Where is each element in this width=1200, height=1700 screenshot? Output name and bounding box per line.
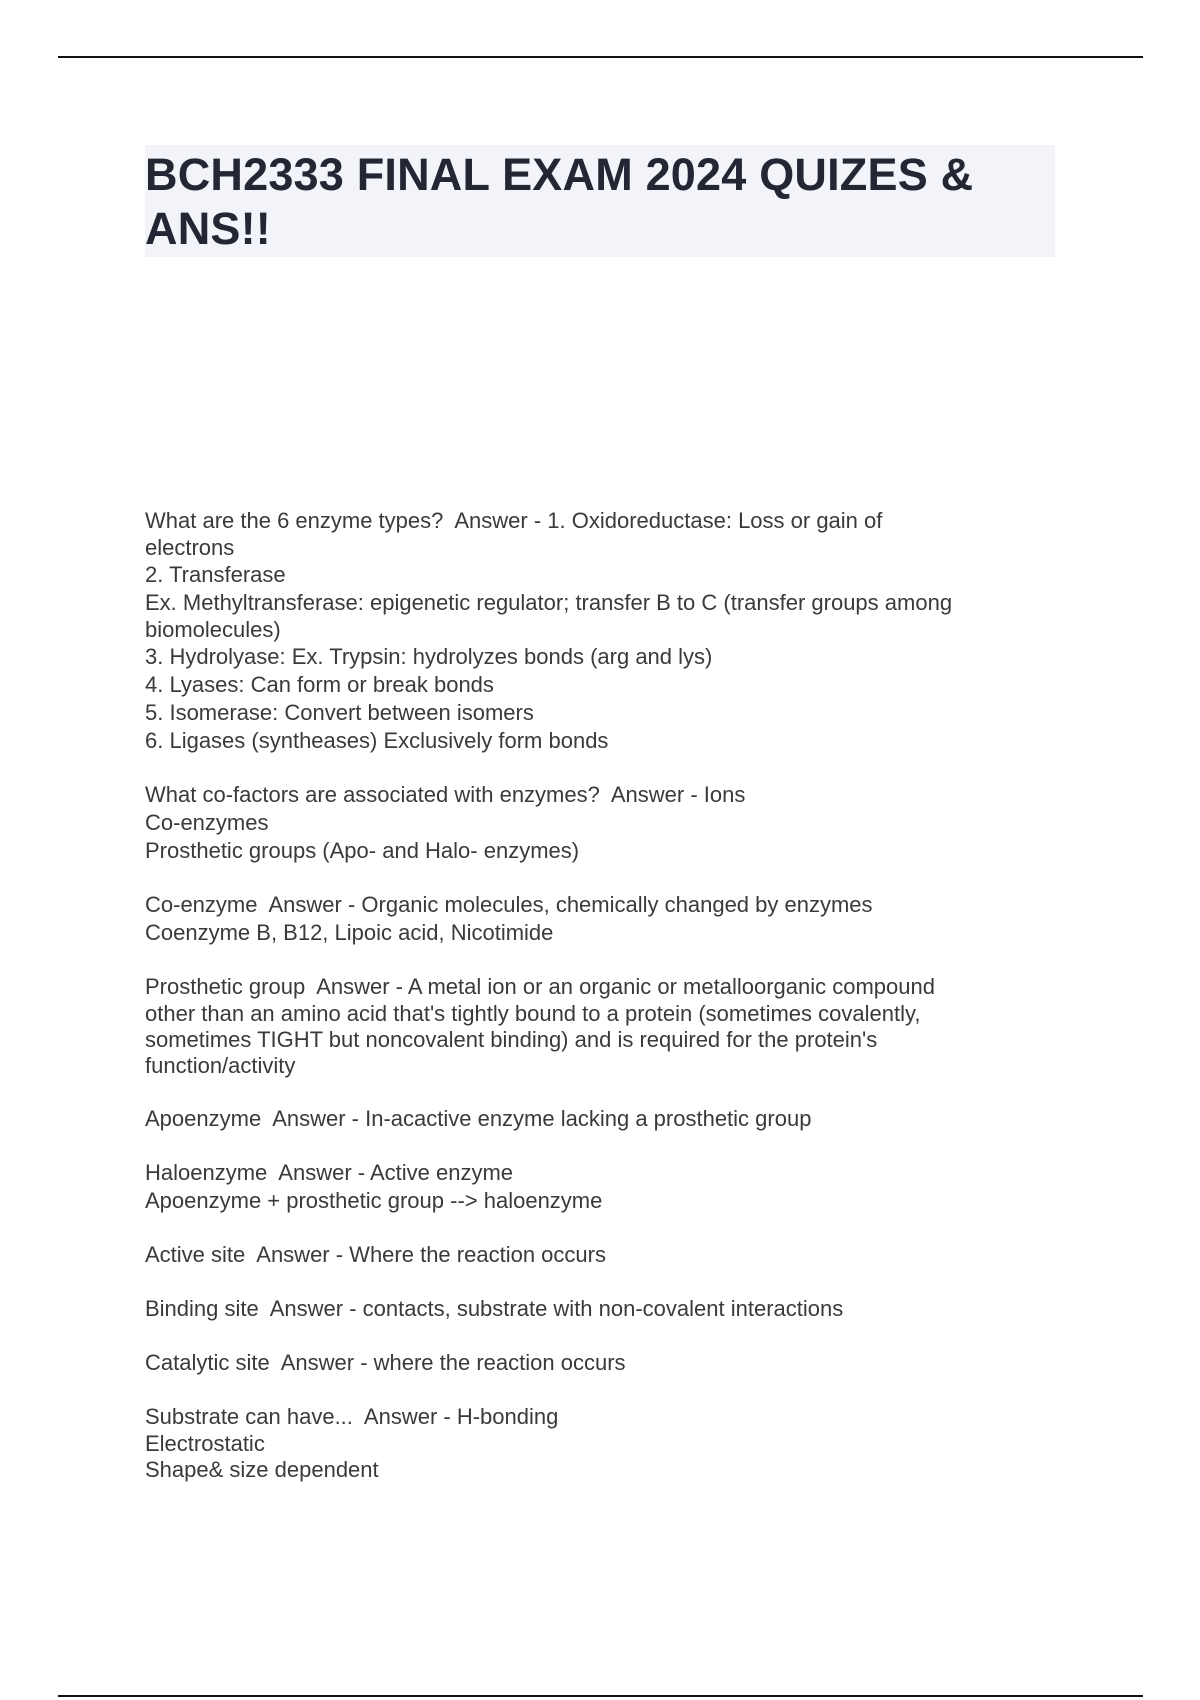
qa-line: Haloenzyme Answer - Active enzyme	[145, 1160, 514, 1185]
qa-line: other than an amino acid that's tightly bound to a protein (sometimes covalently,	[145, 1001, 921, 1026]
top-rule	[58, 56, 1143, 58]
qa-line: Prosthetic groups (Apo- and Halo- enzymes)	[145, 838, 580, 863]
qa-line: sometimes TIGHT but noncovalent binding) and is required for the protein's	[145, 1027, 878, 1052]
qa-item-co-enzyme	[145, 891, 1065, 947]
qa-line: Prosthetic group Answer - A metal ion or an organic or metalloorganic compound	[145, 974, 935, 999]
document-title: BCH2333 FINAL EXAM 2024 QUIZES & ANS!!	[145, 149, 974, 254]
bottom-rule	[58, 1695, 1143, 1697]
qa-item-substrate	[145, 1403, 1065, 1483]
qa-line: 2. Transferase	[145, 562, 286, 587]
qa-line: Substrate can have... Answer - H-bonding	[145, 1404, 559, 1429]
qa-line: Apoenzyme + prosthetic group --> haloenzyme	[145, 1188, 603, 1213]
qa-line: Ex. Methyltransferase: epigenetic regulator; transfer B to C (transfer groups among	[145, 590, 953, 615]
qa-line: Apoenzyme Answer - In-acactive enzyme lacking a prosthetic group	[145, 1106, 812, 1131]
qa-line: What co-factors are associated with enzymes? Answer - Ions	[145, 782, 746, 807]
qa-line: Shape& size dependent	[145, 1457, 379, 1482]
qa-line: biomolecules)	[145, 617, 281, 642]
qa-line: What are the 6 enzyme types? Answer - 1. Oxidoreductase: Loss or gain of	[145, 508, 883, 533]
qa-item-catalytic-site	[145, 1349, 1065, 1377]
qa-item-apoenzyme	[145, 1105, 1065, 1133]
qa-item-prosthetic-group	[145, 973, 1065, 1079]
qa-line: Catalytic site Answer - where the reaction occurs	[145, 1350, 626, 1375]
qa-line: Binding site Answer - contacts, substrate with non-covalent interactions	[145, 1296, 844, 1321]
qa-list	[145, 507, 1065, 1509]
title-banner	[145, 145, 1055, 257]
qa-line: Co-enzymes	[145, 810, 269, 835]
qa-item-haloenzyme	[145, 1159, 1065, 1215]
qa-line: 5. Isomerase: Convert between isomers	[145, 700, 534, 725]
qa-line: 4. Lyases: Can form or break bonds	[145, 672, 494, 697]
qa-item-enzyme-types	[145, 507, 1065, 755]
qa-line: 3. Hydrolyase: Ex. Trypsin: hydrolyzes bonds (arg and lys)	[145, 644, 713, 669]
qa-line: electrons	[145, 535, 235, 560]
qa-item-binding-site	[145, 1295, 1065, 1323]
qa-item-active-site	[145, 1241, 1065, 1269]
qa-line: Co-enzyme Answer - Organic molecules, chemically changed by enzymes	[145, 892, 873, 917]
qa-line: function/activity	[145, 1053, 296, 1078]
qa-line: Electrostatic	[145, 1431, 265, 1456]
qa-item-co-factors	[145, 781, 1065, 865]
qa-line: 6. Ligases (syntheases) Exclusively form bonds	[145, 728, 609, 753]
qa-line: Active site Answer - Where the reaction occurs	[145, 1242, 606, 1267]
qa-line: Coenzyme B, B12, Lipoic acid, Nicotimide	[145, 920, 554, 945]
